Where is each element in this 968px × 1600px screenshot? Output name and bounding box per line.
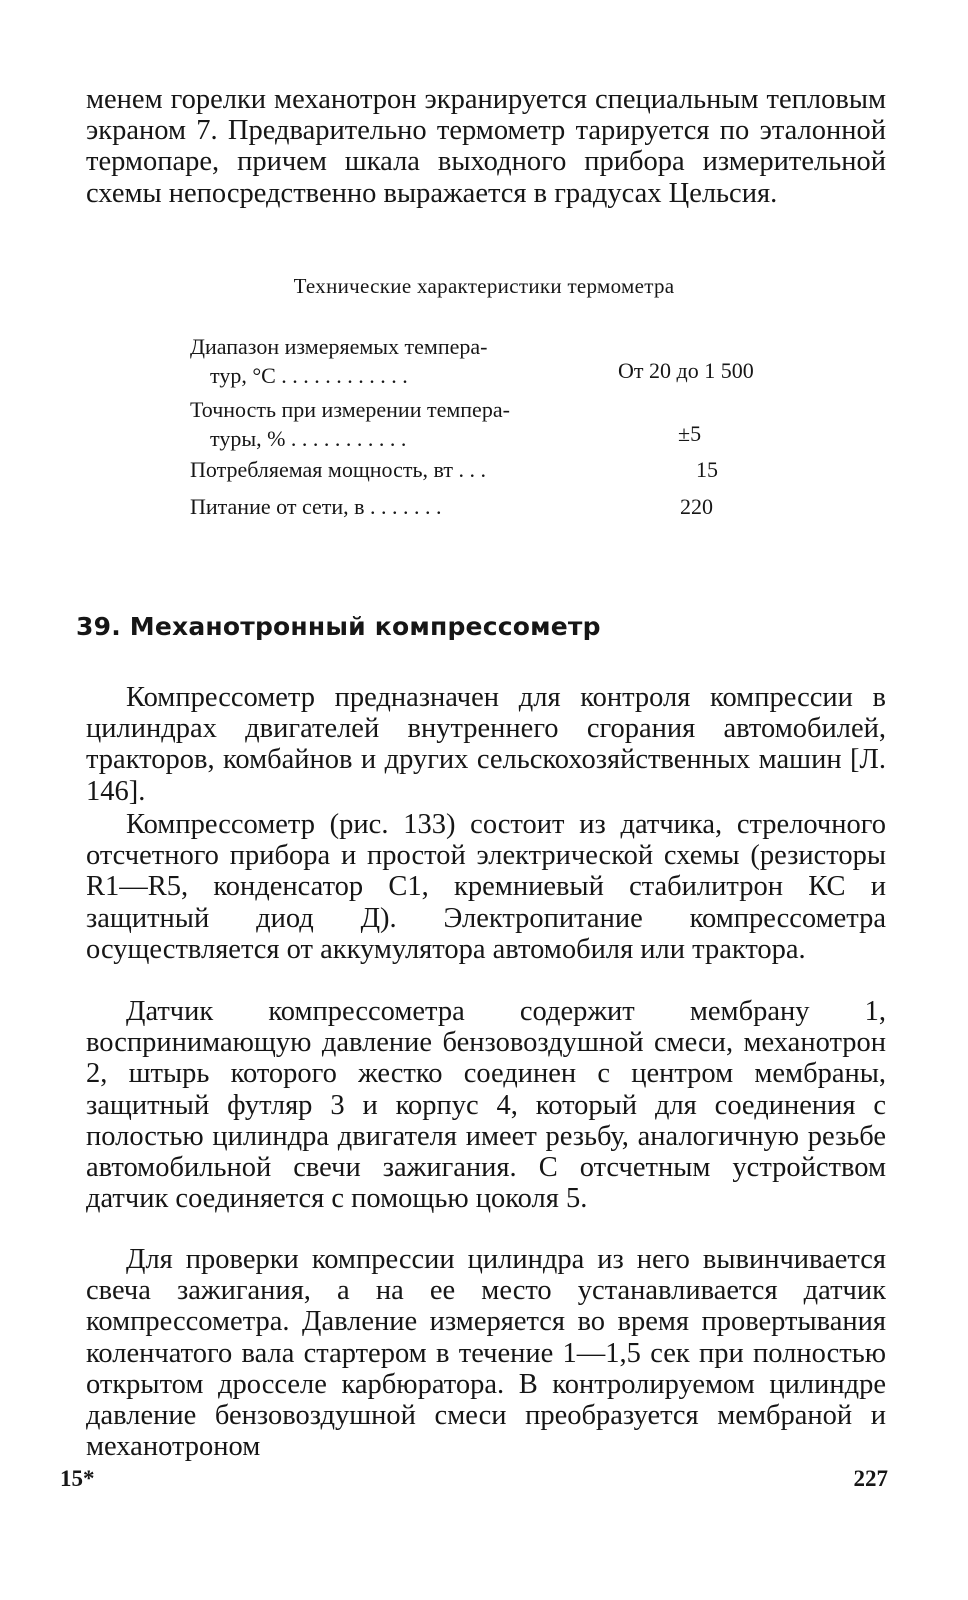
signature-mark: 15* [60, 1466, 95, 1491]
spec-label [190, 395, 590, 453]
paragraph: Компрессометр предназначен для контроля компрессии в цилиндрах двигателей внутреннего сгорания автомобилей, тракторов, комбайнов и других сельскохозяйственных машин [Л. 146]. [86, 682, 886, 807]
specs-caption: Технические характеристики термометра [293, 274, 675, 298]
spec-label-line: тур, °С . . . . . . . . . . . . [210, 363, 408, 388]
page-number: 227 [853, 1466, 888, 1491]
spec-value: 15 [696, 457, 718, 482]
spec-label-line: Диапазон измеряемых темпера- [190, 334, 488, 359]
spec-value: 220 [680, 494, 713, 519]
spec-value: От 20 до 1 500 [618, 358, 754, 383]
paragraph: Для проверки компрессии цилиндра из него вывинчивается свеча зажигания, а на ее место устанавливается датчик компрессометра. Давление измеряется во время провертывания коленчатого вала стартером в течение 1—1,5 сек при полностью открытом дросселе карбюратора. В контролируемом цилиндре давление бензовоздушной смеси преобразуется мембраной и механотроном [86, 1244, 886, 1463]
spec-label-line: туры, % . . . . . . . . . . . [210, 426, 407, 451]
paragraph: Датчик компрессометра содержит мембрану 1, воспринимающую давление бензовоздушной смеси, механотрон 2, штырь которого жестко соединен с центром мембраны, защитный футляр 3 и корпус 4, который для соединения с полостью цилиндра двигателя имеет резьбу, аналогичную резьбе автомобильной свечи зажигания. С отсчетным устройством датчик соединяется с помощью цоколя 5. [86, 996, 886, 1215]
spec-label: Потребляемая мощность, вт . . . [190, 457, 486, 482]
spec-value: ±5 [678, 421, 702, 446]
spec-label [190, 332, 590, 390]
spec-label-line: Точность при измерении темпера- [190, 397, 510, 422]
paragraph: Компрессометр (рис. 133) состоит из датчика, стрелочного отсчетного прибора и простой электрической схемы (резисторы R1—R5, конденсатор C1, кремниевый стабилитрон КС и защитный диод Д). Электропитание компрессометра осуществляется от аккумулятора автомобиля или трактора. [86, 809, 886, 965]
spec-label: Питание от сети, в . . . . . . . [190, 494, 442, 519]
top-paragraph: менем горелки механотрон экранируется специальным тепловым экраном 7. Предварительно термометр тарируется по эталонной термопаре, причем шкала выходного прибора измерительной схемы непосредственно выражается в градусах Цельсия. [86, 84, 886, 209]
section-heading: 39. Механотронный компрессометр [76, 612, 601, 641]
